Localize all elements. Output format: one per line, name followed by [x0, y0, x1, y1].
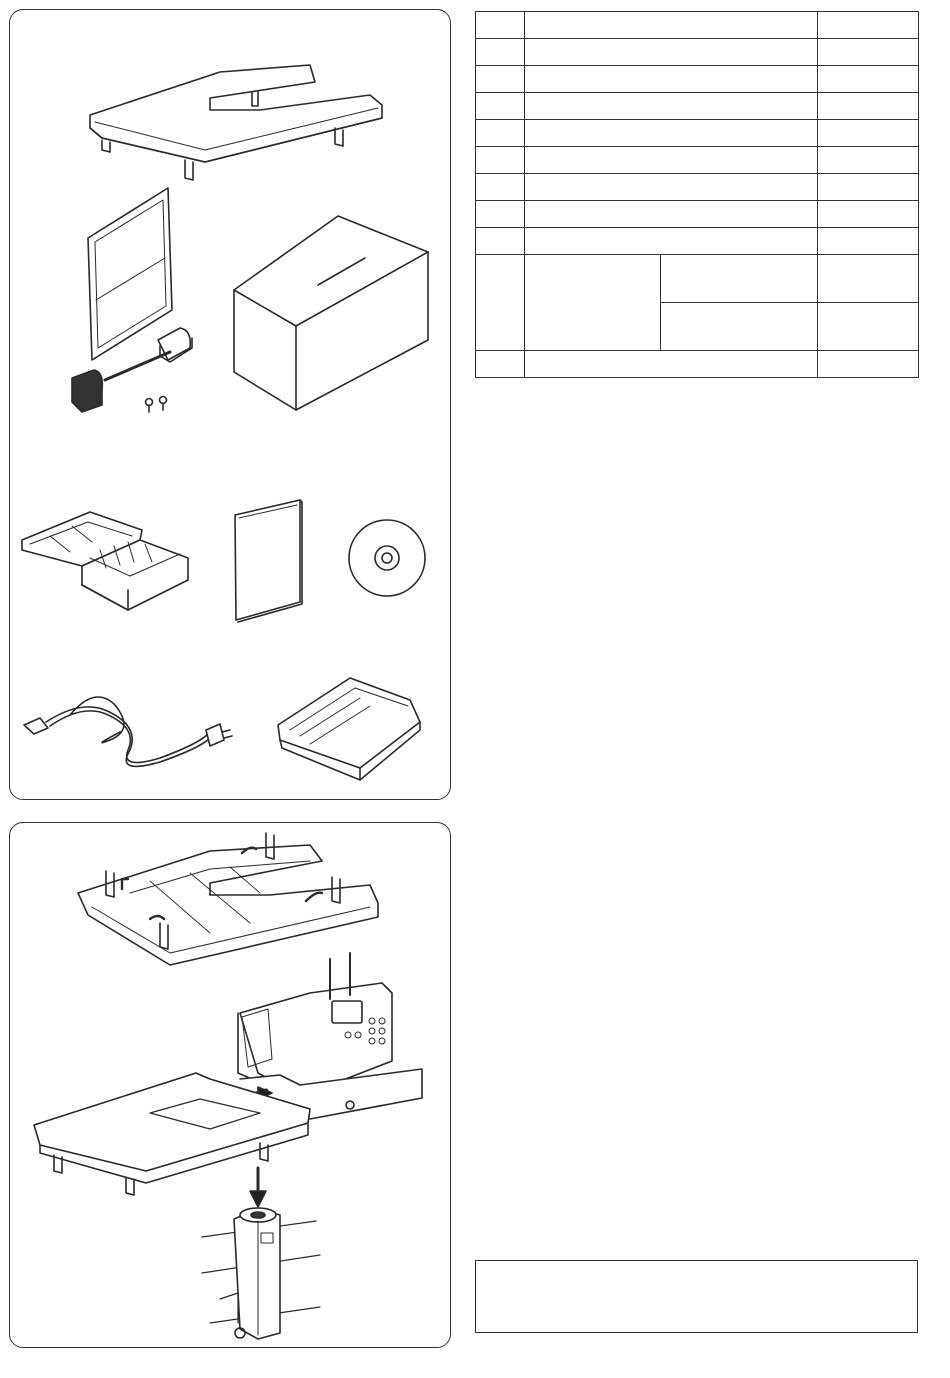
row-number-cell — [476, 255, 525, 351]
row-number-cell — [476, 93, 525, 120]
table-row — [476, 147, 919, 174]
parts-table — [475, 11, 919, 378]
part-name-cell — [525, 12, 818, 39]
row-number-cell — [476, 120, 525, 147]
row-number-cell — [476, 12, 525, 39]
part-name-cell — [525, 147, 818, 174]
leg-closeup-illustration — [202, 1168, 320, 1339]
row-number-cell — [476, 147, 525, 174]
quantity-cell — [818, 174, 919, 201]
part-name-cell — [525, 201, 818, 228]
accessory-box-illustration — [22, 512, 188, 610]
part-name-cell — [525, 39, 818, 66]
table-row — [476, 93, 919, 120]
quantity-cell — [818, 93, 919, 120]
extension-table-illustration — [90, 65, 382, 180]
row-number-cell — [476, 351, 525, 378]
quantity-cell — [818, 255, 919, 303]
foot-control-illustration — [278, 678, 420, 780]
table-row — [476, 120, 919, 147]
part-name-cell — [525, 174, 818, 201]
table-row — [476, 255, 919, 303]
part-name-cell — [525, 255, 661, 351]
carrying-case-illustration — [234, 216, 428, 410]
table-row — [476, 228, 919, 255]
accessories-illustration-panel — [9, 9, 451, 800]
table-row — [476, 66, 919, 93]
quantity-cell — [818, 351, 919, 378]
quantity-cell — [818, 228, 919, 255]
sub-item-cell — [661, 255, 818, 303]
quantity-cell — [818, 201, 919, 228]
quantity-cell — [818, 12, 919, 39]
table-row — [476, 174, 919, 201]
quantity-cell — [818, 39, 919, 66]
quantity-cell — [818, 147, 919, 174]
part-name-cell — [525, 228, 818, 255]
row-number-cell — [476, 66, 525, 93]
table-row — [476, 39, 919, 66]
part-name-cell — [525, 66, 818, 93]
quantity-cell — [818, 303, 919, 351]
row-number-cell — [476, 39, 525, 66]
quantity-cell — [818, 66, 919, 93]
row-number-cell — [476, 174, 525, 201]
sub-item-cell — [661, 303, 818, 351]
part-name-cell — [525, 351, 818, 378]
part-name-cell — [525, 120, 818, 147]
part-name-cell — [525, 93, 818, 120]
row-number-cell — [476, 228, 525, 255]
cd-illustration — [349, 520, 425, 596]
attach-table-illustration-panel — [9, 822, 451, 1348]
table-row — [476, 351, 919, 378]
power-cord-illustration — [24, 697, 232, 766]
note-box — [475, 1260, 918, 1333]
knee-lifter-illustration — [72, 188, 192, 412]
table-row — [476, 201, 919, 228]
quantity-cell — [818, 120, 919, 147]
table-underside-illustration — [78, 833, 378, 965]
manual-illustration — [235, 500, 302, 622]
row-number-cell — [476, 201, 525, 228]
table-row — [476, 12, 919, 39]
